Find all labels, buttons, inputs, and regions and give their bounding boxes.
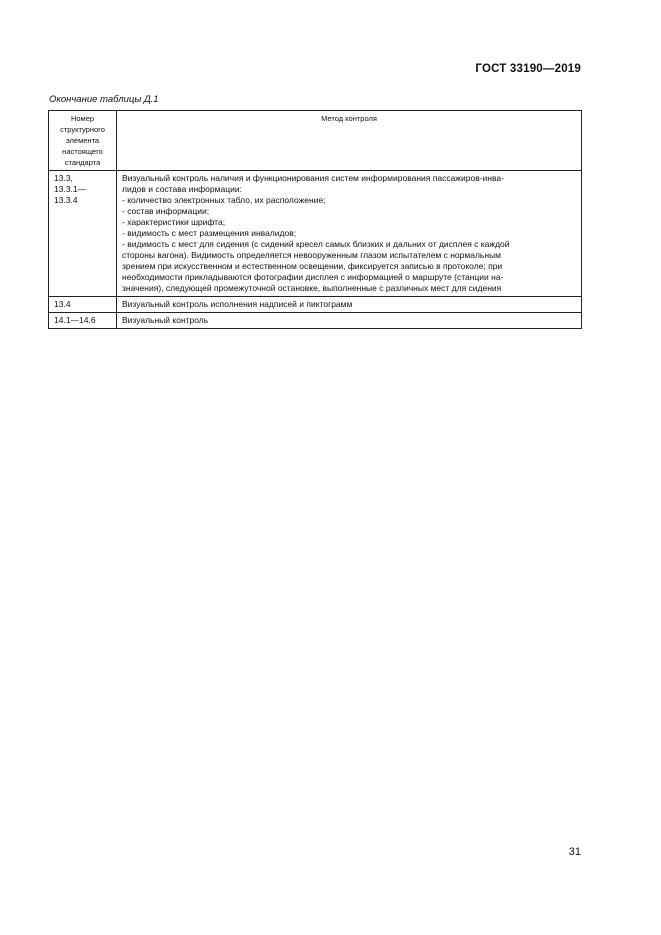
method-table	[48, 110, 582, 329]
section-line: 13.3.1—	[54, 184, 87, 194]
desc-line: Визуальный контроль	[122, 315, 209, 325]
table-row	[49, 313, 582, 329]
table-header-row	[49, 111, 582, 171]
method-cell	[117, 313, 582, 329]
header-line: структурного	[60, 125, 105, 134]
standard-number: ГОСТ 33190—2019	[475, 63, 581, 75]
section-line: 14.1—14.6	[54, 315, 96, 325]
desc-line: - видимость с мест для сидения (с сидений кресел самых близких и дальних от дисплея с каждой	[122, 239, 510, 249]
header-line: Номер	[70, 114, 95, 123]
section-line: 13.4	[54, 299, 71, 309]
desc-line: значения), следующей промежуточной остановке, выполненные с различных мест для сидения	[122, 283, 502, 293]
table-row	[49, 297, 582, 313]
page-number: 31	[568, 846, 581, 858]
desc-line: - видимость с мест размещения инвалидов;	[122, 228, 297, 238]
section-cell	[49, 313, 117, 329]
desc-line: - количество электронных табло, их расположение;	[122, 195, 326, 205]
desc-line: Визуальный контроль исполнения надписей и пиктограмм	[122, 299, 353, 309]
header-line: стандарта	[64, 158, 101, 167]
desc-line: лидов и состава информации:	[122, 184, 242, 194]
desc-line: необходимости прикладываются фотографии дисплея с информацией о маршруте (станции на-	[122, 272, 504, 282]
section-line: 13.3.4	[54, 195, 78, 205]
section-line: 13.3,	[54, 173, 73, 183]
method-cell	[117, 171, 582, 297]
method-cell	[117, 297, 582, 313]
desc-line: - состав информации;	[122, 206, 210, 216]
desc-line: Визуальный контроль наличия и функционирования систем информирования пассажиров-инва-	[122, 173, 504, 183]
desc-line: - характеристики шрифта;	[122, 217, 226, 227]
desc-line: стороны вагона). Видимость определяется невооруженным глазом испытателем с нормальным	[122, 250, 501, 260]
header-line: элемента	[65, 136, 100, 145]
table-row	[49, 171, 582, 297]
col-header-method: Метод контроля	[117, 111, 582, 171]
col-header-element-number	[49, 111, 117, 171]
section-cell	[49, 171, 117, 297]
header-line: настоящего	[62, 147, 103, 156]
section-cell	[49, 297, 117, 313]
desc-line: зрением при искусственном и естественном освещении, фиксируется записью в протоколе; при	[122, 261, 503, 271]
table-caption: Окончание таблицы Д.1	[49, 94, 159, 105]
